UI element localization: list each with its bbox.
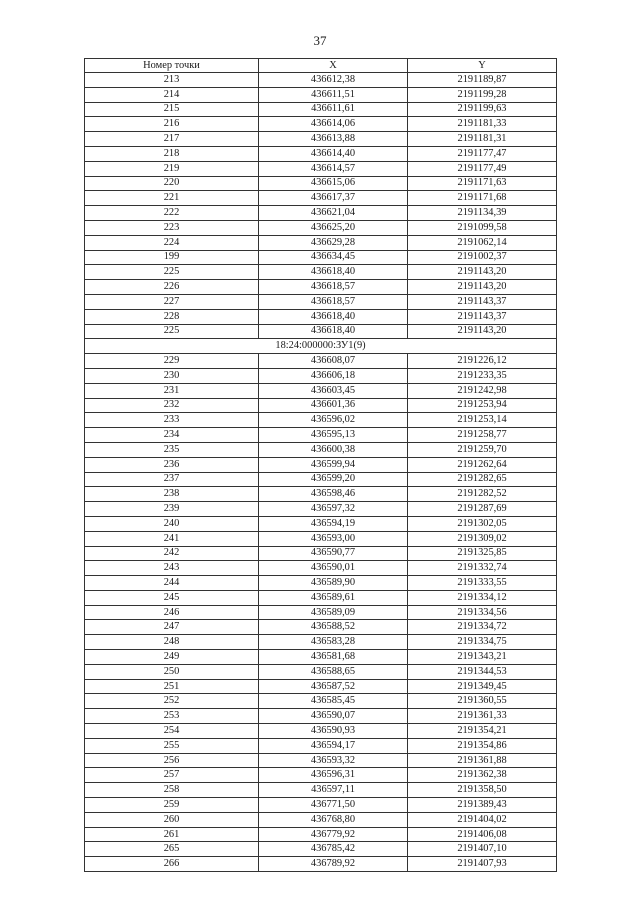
point-number-cell: 228 (85, 309, 259, 324)
x-coordinate-cell: 436612,38 (259, 73, 408, 88)
table-row (85, 87, 557, 102)
point-number-cell: 226 (85, 280, 259, 295)
table-row (85, 161, 557, 176)
section-title-row (85, 339, 557, 354)
x-coordinate-cell: 436614,57 (259, 161, 408, 176)
table-row (85, 827, 557, 842)
point-number-cell: 218 (85, 146, 259, 161)
table-row (85, 738, 557, 753)
point-number-cell: 237 (85, 472, 259, 487)
table-row (85, 753, 557, 768)
table-row (85, 354, 557, 369)
x-coordinate-cell: 436618,40 (259, 265, 408, 280)
table-row (85, 206, 557, 221)
point-number-cell: 213 (85, 73, 259, 88)
point-number-cell: 250 (85, 664, 259, 679)
y-coordinate-cell: 2191143,20 (408, 280, 557, 295)
x-coordinate-cell: 436590,93 (259, 724, 408, 739)
y-coordinate-cell: 2191099,58 (408, 220, 557, 235)
x-coordinate-cell: 436634,45 (259, 250, 408, 265)
x-coordinate-cell: 436599,20 (259, 472, 408, 487)
x-coordinate-cell: 436618,57 (259, 280, 408, 295)
point-number-cell: 254 (85, 724, 259, 739)
y-coordinate-cell: 2191226,12 (408, 354, 557, 369)
y-coordinate-cell: 2191360,55 (408, 694, 557, 709)
x-coordinate-cell: 436596,02 (259, 413, 408, 428)
table-row (85, 576, 557, 591)
table-row (85, 191, 557, 206)
y-coordinate-cell: 2191062,14 (408, 235, 557, 250)
table-row (85, 842, 557, 857)
point-number-cell: 223 (85, 220, 259, 235)
x-coordinate-cell: 436599,94 (259, 457, 408, 472)
table-row (85, 812, 557, 827)
point-number-cell: 242 (85, 546, 259, 561)
table-row (85, 102, 557, 117)
table-row (85, 235, 557, 250)
y-coordinate-cell: 2191332,74 (408, 561, 557, 576)
y-coordinate-cell: 2191361,33 (408, 709, 557, 724)
y-coordinate-cell: 2191258,77 (408, 428, 557, 443)
point-number-cell: 256 (85, 753, 259, 768)
table-row (85, 561, 557, 576)
point-number-cell: 240 (85, 516, 259, 531)
table-row (85, 472, 557, 487)
point-number-cell: 222 (85, 206, 259, 221)
table-row (85, 146, 557, 161)
y-coordinate-cell: 2191181,31 (408, 132, 557, 147)
y-coordinate-cell: 2191143,37 (408, 309, 557, 324)
x-coordinate-cell: 436789,92 (259, 857, 408, 872)
x-coordinate-cell: 436597,32 (259, 502, 408, 517)
y-coordinate-cell: 2191242,98 (408, 383, 557, 398)
table-row (85, 546, 557, 561)
point-number-cell: 253 (85, 709, 259, 724)
table-row (85, 73, 557, 88)
table-row (85, 650, 557, 665)
table-row (85, 709, 557, 724)
point-number-cell: 225 (85, 324, 259, 339)
x-coordinate-cell: 436590,07 (259, 709, 408, 724)
y-coordinate-cell: 2191199,63 (408, 102, 557, 117)
table-row (85, 294, 557, 309)
table-row (85, 605, 557, 620)
x-coordinate-cell: 436618,40 (259, 324, 408, 339)
point-number-cell: 259 (85, 798, 259, 813)
y-coordinate-cell: 2191199,28 (408, 87, 557, 102)
point-number-cell: 234 (85, 428, 259, 443)
point-number-cell: 225 (85, 265, 259, 280)
y-coordinate-cell: 2191262,64 (408, 457, 557, 472)
x-coordinate-cell: 436768,80 (259, 812, 408, 827)
point-number-cell: 245 (85, 590, 259, 605)
table-row (85, 531, 557, 546)
point-number-cell: 255 (85, 738, 259, 753)
y-coordinate-cell: 2191349,45 (408, 679, 557, 694)
x-coordinate-cell: 436583,28 (259, 635, 408, 650)
x-coordinate-cell: 436589,61 (259, 590, 408, 605)
x-coordinate-cell: 436615,06 (259, 176, 408, 191)
x-coordinate-cell: 436617,37 (259, 191, 408, 206)
y-coordinate-cell: 2191361,88 (408, 753, 557, 768)
point-number-cell: 235 (85, 442, 259, 457)
table-row (85, 590, 557, 605)
x-coordinate-cell: 436587,52 (259, 679, 408, 694)
x-coordinate-cell: 436581,68 (259, 650, 408, 665)
point-number-cell: 265 (85, 842, 259, 857)
point-number-cell: 261 (85, 827, 259, 842)
x-coordinate-cell: 436613,88 (259, 132, 408, 147)
table-body-before (85, 73, 557, 339)
table-row (85, 398, 557, 413)
y-coordinate-cell: 2191334,12 (408, 590, 557, 605)
table-row (85, 457, 557, 472)
point-number-cell: 239 (85, 502, 259, 517)
y-coordinate-cell: 2191325,85 (408, 546, 557, 561)
point-number-cell: 238 (85, 487, 259, 502)
point-number-cell: 257 (85, 768, 259, 783)
y-coordinate-cell: 2191177,49 (408, 161, 557, 176)
y-coordinate-cell: 2191358,50 (408, 783, 557, 798)
point-number-cell: 266 (85, 857, 259, 872)
x-coordinate-cell: 436597,11 (259, 783, 408, 798)
x-coordinate-cell: 436598,46 (259, 487, 408, 502)
point-number-cell: 219 (85, 161, 259, 176)
y-coordinate-cell: 2191143,20 (408, 265, 557, 280)
x-coordinate-cell: 436618,57 (259, 294, 408, 309)
point-number-cell: 249 (85, 650, 259, 665)
table-row (85, 487, 557, 502)
x-coordinate-cell: 436590,01 (259, 561, 408, 576)
x-coordinate-cell: 436785,42 (259, 842, 408, 857)
x-coordinate-cell: 436588,65 (259, 664, 408, 679)
point-number-cell: 216 (85, 117, 259, 132)
point-number-cell: 233 (85, 413, 259, 428)
y-coordinate-cell: 2191407,10 (408, 842, 557, 857)
point-number-cell: 243 (85, 561, 259, 576)
x-coordinate-cell: 436585,45 (259, 694, 408, 709)
x-coordinate-cell: 436606,18 (259, 368, 408, 383)
x-coordinate-cell: 436594,19 (259, 516, 408, 531)
table-row (85, 620, 557, 635)
y-coordinate-cell: 2191309,02 (408, 531, 557, 546)
table-row (85, 783, 557, 798)
y-coordinate-cell: 2191287,69 (408, 502, 557, 517)
point-number-cell: 241 (85, 531, 259, 546)
x-coordinate-cell: 436588,52 (259, 620, 408, 635)
y-coordinate-cell: 2191334,72 (408, 620, 557, 635)
point-number-cell: 215 (85, 102, 259, 117)
table-row (85, 176, 557, 191)
page-number: 37 (313, 33, 327, 48)
point-number-cell: 260 (85, 812, 259, 827)
table-row (85, 768, 557, 783)
table-row (85, 857, 557, 872)
table-row (85, 664, 557, 679)
point-number-cell: 214 (85, 87, 259, 102)
y-coordinate-cell: 2191404,02 (408, 812, 557, 827)
point-number-cell: 247 (85, 620, 259, 635)
point-number-cell: 251 (85, 679, 259, 694)
table-row (85, 220, 557, 235)
point-number-cell: 199 (85, 250, 259, 265)
y-coordinate-cell: 2191282,65 (408, 472, 557, 487)
point-number-cell: 230 (85, 368, 259, 383)
table-body-after (85, 354, 557, 872)
x-coordinate-cell: 436611,51 (259, 87, 408, 102)
x-coordinate-cell: 436611,61 (259, 102, 408, 117)
column-header-point-number: Номер точки (85, 59, 259, 73)
x-coordinate-cell: 436600,38 (259, 442, 408, 457)
column-header-y: Y (408, 59, 557, 73)
point-number-cell: 236 (85, 457, 259, 472)
point-number-cell: 258 (85, 783, 259, 798)
x-coordinate-cell: 436603,45 (259, 383, 408, 398)
point-number-cell: 224 (85, 235, 259, 250)
table-row (85, 265, 557, 280)
table-header (85, 59, 557, 73)
table-row (85, 368, 557, 383)
y-coordinate-cell: 2191171,63 (408, 176, 557, 191)
table-row (85, 442, 557, 457)
table-row (85, 516, 557, 531)
x-coordinate-cell: 436779,92 (259, 827, 408, 842)
table-row (85, 679, 557, 694)
x-coordinate-cell: 436618,40 (259, 309, 408, 324)
y-coordinate-cell: 2191334,75 (408, 635, 557, 650)
x-coordinate-cell: 436608,07 (259, 354, 408, 369)
x-coordinate-cell: 436625,20 (259, 220, 408, 235)
point-number-cell: 232 (85, 398, 259, 413)
point-number-cell: 227 (85, 294, 259, 309)
y-coordinate-cell: 2191171,68 (408, 191, 557, 206)
table-row (85, 724, 557, 739)
table-row (85, 280, 557, 295)
y-coordinate-cell: 2191143,37 (408, 294, 557, 309)
y-coordinate-cell: 2191253,94 (408, 398, 557, 413)
table-row (85, 324, 557, 339)
section-title-group (85, 339, 557, 354)
x-coordinate-cell: 436629,28 (259, 235, 408, 250)
point-number-cell: 217 (85, 132, 259, 147)
table-row (85, 413, 557, 428)
x-coordinate-cell: 436593,32 (259, 753, 408, 768)
x-coordinate-cell: 436595,13 (259, 428, 408, 443)
y-coordinate-cell: 2191134,39 (408, 206, 557, 221)
x-coordinate-cell: 436596,31 (259, 768, 408, 783)
y-coordinate-cell: 2191406,08 (408, 827, 557, 842)
table-row (85, 694, 557, 709)
x-coordinate-cell: 436771,50 (259, 798, 408, 813)
point-number-cell: 252 (85, 694, 259, 709)
table-row (85, 502, 557, 517)
y-coordinate-cell: 2191354,21 (408, 724, 557, 739)
section-title: 18:24:000000:ЗУ1(9) (85, 339, 557, 354)
y-coordinate-cell: 2191002,37 (408, 250, 557, 265)
y-coordinate-cell: 2191344,53 (408, 664, 557, 679)
y-coordinate-cell: 2191343,21 (408, 650, 557, 665)
y-coordinate-cell: 2191189,87 (408, 73, 557, 88)
table-row (85, 635, 557, 650)
point-number-cell: 248 (85, 635, 259, 650)
x-coordinate-cell: 436614,06 (259, 117, 408, 132)
x-coordinate-cell: 436590,77 (259, 546, 408, 561)
y-coordinate-cell: 2191407,93 (408, 857, 557, 872)
y-coordinate-cell: 2191177,47 (408, 146, 557, 161)
point-number-cell: 246 (85, 605, 259, 620)
y-coordinate-cell: 2191354,86 (408, 738, 557, 753)
y-coordinate-cell: 2191389,43 (408, 798, 557, 813)
y-coordinate-cell: 2191334,56 (408, 605, 557, 620)
table-row (85, 798, 557, 813)
y-coordinate-cell: 2191143,20 (408, 324, 557, 339)
header-row (85, 59, 557, 73)
table-row (85, 132, 557, 147)
point-number-cell: 244 (85, 576, 259, 591)
table-row (85, 309, 557, 324)
table-row (85, 250, 557, 265)
point-number-cell: 229 (85, 354, 259, 369)
table-row (85, 117, 557, 132)
point-number-cell: 221 (85, 191, 259, 206)
x-coordinate-cell: 436589,09 (259, 605, 408, 620)
table-row (85, 428, 557, 443)
point-number-cell: 220 (85, 176, 259, 191)
y-coordinate-cell: 2191282,52 (408, 487, 557, 502)
coordinates-table (84, 58, 557, 872)
x-coordinate-cell: 436594,17 (259, 738, 408, 753)
x-coordinate-cell: 436614,40 (259, 146, 408, 161)
table-row (85, 383, 557, 398)
y-coordinate-cell: 2191253,14 (408, 413, 557, 428)
x-coordinate-cell: 436601,36 (259, 398, 408, 413)
y-coordinate-cell: 2191362,38 (408, 768, 557, 783)
x-coordinate-cell: 436621,04 (259, 206, 408, 221)
y-coordinate-cell: 2191302,05 (408, 516, 557, 531)
x-coordinate-cell: 436589,90 (259, 576, 408, 591)
y-coordinate-cell: 2191233,35 (408, 368, 557, 383)
y-coordinate-cell: 2191259,70 (408, 442, 557, 457)
column-header-x: X (259, 59, 408, 73)
y-coordinate-cell: 2191181,33 (408, 117, 557, 132)
x-coordinate-cell: 436593,00 (259, 531, 408, 546)
point-number-cell: 231 (85, 383, 259, 398)
y-coordinate-cell: 2191333,55 (408, 576, 557, 591)
